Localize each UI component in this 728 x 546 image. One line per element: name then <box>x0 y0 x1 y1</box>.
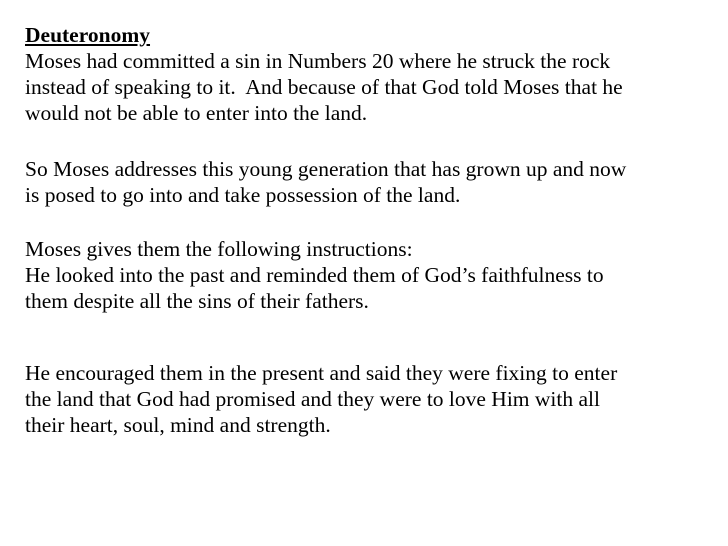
paragraph-4-line-1: He encouraged them in the present and said they were fixing to enter <box>25 361 618 385</box>
paragraph-3-line-3: them despite all the sins of their fathers. <box>25 289 369 313</box>
paragraph-2-line-2: is posed to go into and take possession of the land. <box>25 183 461 207</box>
paragraph-3-line-1: Moses gives them the following instructions: <box>25 237 413 261</box>
paragraph-4-line-3: their heart, soul, mind and strength. <box>25 413 331 437</box>
paragraph-4-line-2: the land that God had promised and they were to love Him with all <box>25 387 600 411</box>
paragraph-3-line-2: He looked into the past and reminded them of God’s faithfulness to <box>25 263 604 287</box>
paragraph-1-line-2: instead of speaking to it. And because of that God told Moses that he <box>25 75 623 99</box>
slide-title: Deuteronomy <box>25 23 151 47</box>
paragraph-4 <box>25 360 715 438</box>
paragraph-2 <box>25 156 715 208</box>
paragraph-2-line-1: So Moses addresses this young generation that has grown up and now <box>25 157 627 181</box>
paragraph-1-line-3: would not be able to enter into the land. <box>25 101 368 125</box>
intro-block <box>25 22 715 126</box>
paragraph-3 <box>25 236 715 314</box>
paragraph-1-line-1: Moses had committed a sin in Numbers 20 where he struck the rock <box>25 49 611 73</box>
